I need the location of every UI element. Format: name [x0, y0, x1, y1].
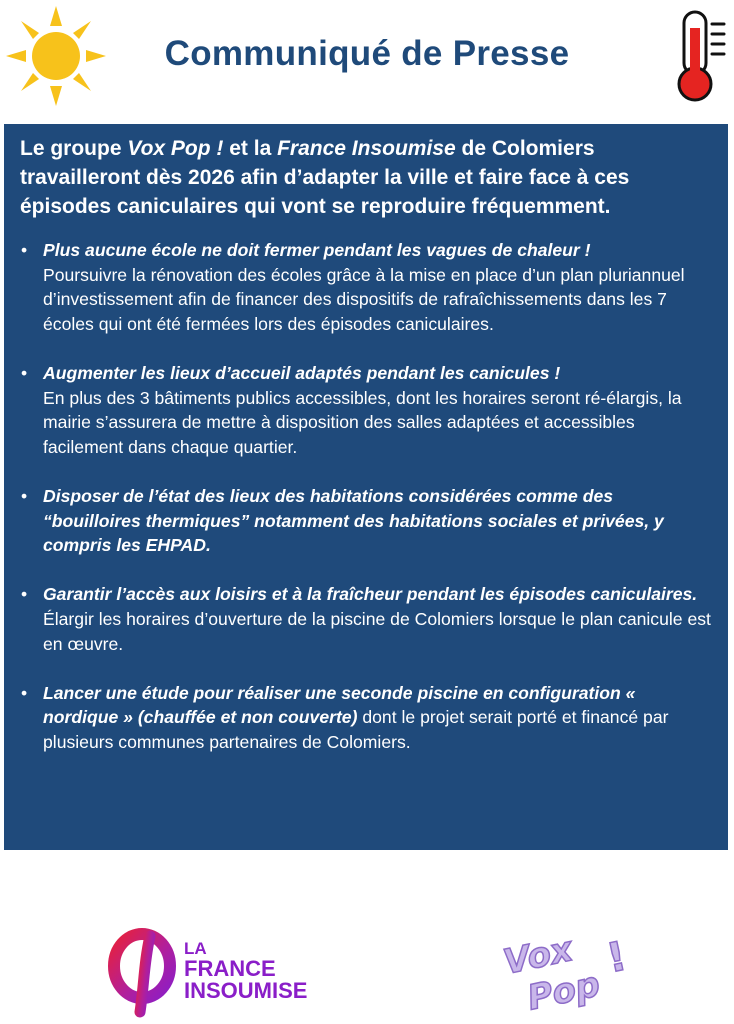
intro-text: de Colomiers travailleront dès 2026 afin d’adapter la ville et faire face à ces épisodes caniculaires qui vont se reproduire fréquemment. [20, 137, 630, 218]
proposal-heading: Garantir l’accès aux loisirs et à la fraîcheur pendant les épisodes caniculaires. [43, 584, 698, 605]
intro-text: Le groupe [20, 137, 128, 160]
la-france-insoumise-logo [104, 922, 308, 1014]
proposal-heading: Augmenter les lieux d’accueil adaptés pendant les canicules ! [43, 362, 561, 383]
proposal-second-pool [20, 681, 714, 755]
vox-pop-logo [500, 915, 636, 1019]
press-release-panel [4, 124, 728, 850]
proposal-heading: Lancer une étude pour réaliser une seconde piscine en configuration « nordique » (chauffée et non couverte) [43, 682, 636, 728]
vox-logo-text-pop: Pop [524, 964, 604, 1019]
proposal-housing-inventory [20, 484, 714, 558]
vox-logo-exclamation: ! [602, 933, 631, 983]
lfi-logo-text-insoumise: INSOUMISE [184, 978, 308, 1003]
proposal-leisure-access [20, 582, 714, 656]
thermometer-icon [674, 8, 730, 104]
proposal-body: En plus des 3 bâtiments publics accessibles, dont les horaires seront ré-élargis, la mairie s’assurera de mettre à disposition des salles adaptées et accessibles facilement dans chaque quartier. [43, 387, 682, 457]
proposal-heading: Plus aucune école ne doit fermer pendant les vagues de chaleur ! [43, 240, 591, 260]
intro-france-insoumise: France Insoumise [277, 137, 456, 160]
lfi-logo-text-la: LA [184, 939, 207, 958]
proposal-heading: Disposer de l’état des lieux des habitations considérées comme des “bouilloires thermiques” notamment des habitations sociales et privées, y compris les EHPAD. [43, 485, 664, 556]
intro-text: et la [223, 137, 278, 160]
vox-logo-text-vox: Vox [500, 929, 577, 983]
proposal-body: Poursuivre la rénovation des écoles grâce à la mise en place d’un plan pluriannuel d’investissement afin de financer des dispositifs de rafraîchissements dans les 7 écoles qui ont été fermées lors des épisodes caniculaires. [43, 264, 685, 334]
proposal-body: Élargir les horaires d’ouverture de la piscine de Colomiers lorsque le plan canicule est en œuvre. [43, 608, 711, 654]
proposal-reception-places [20, 361, 714, 459]
proposal-body: dont le projet serait porté et financé par plusieurs communes partenaires de Colomiers. [43, 707, 669, 752]
intro-paragraph [20, 134, 714, 221]
proposals-list [20, 238, 714, 754]
intro-vox-pop: Vox Pop ! [127, 137, 224, 160]
lfi-logo-text-france: FRANCE [184, 956, 276, 981]
proposal-schools [20, 238, 714, 336]
page-title: Communiqué de Presse [164, 34, 570, 73]
